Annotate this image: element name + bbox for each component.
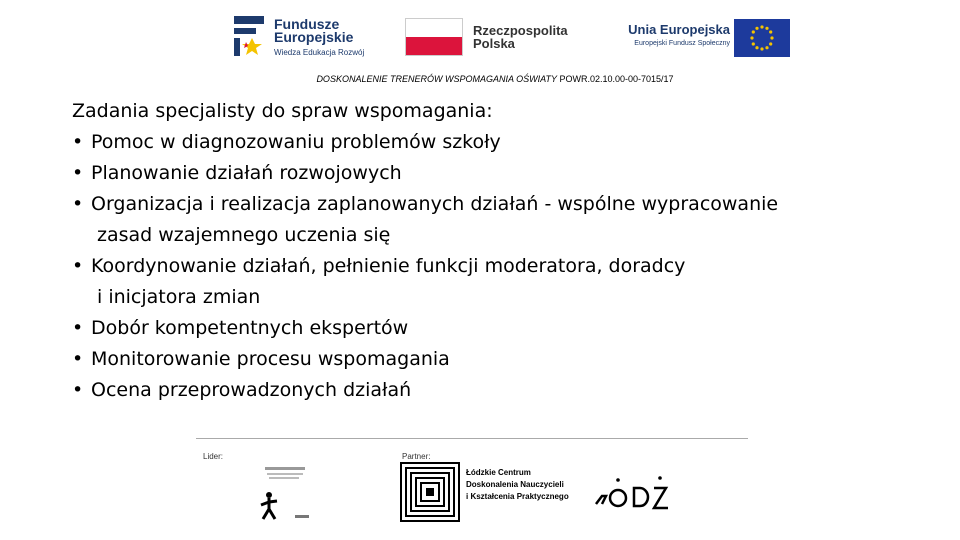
list-item-text: Planowanie działań rozwojowych xyxy=(91,162,402,184)
partner-name-line: Doskonalenia Nauczycieli xyxy=(466,480,564,489)
partner-name-line: i Kształcenia Praktycznego xyxy=(466,492,569,501)
list-item xyxy=(72,313,932,344)
list-item xyxy=(72,158,932,189)
list-item-continuation: zasad wzajemnego uczenia się xyxy=(97,224,391,246)
ue-subtitle: Europejski Fundusz Społeczny xyxy=(634,40,730,47)
project-title xyxy=(0,74,960,84)
list-item-continuation: i inicjatora zmian xyxy=(97,286,261,308)
list-item xyxy=(72,189,932,251)
polish-flag-icon xyxy=(405,18,463,56)
task-list xyxy=(72,127,932,406)
fundusze-star-icon xyxy=(230,12,268,58)
ue-title: Unia Europejska xyxy=(628,22,730,37)
list-item xyxy=(72,251,932,313)
bullet-icon: • xyxy=(72,379,84,401)
logo-bar xyxy=(230,12,800,62)
list-item-text: Koordynowanie działań, pełnienie funkcji moderatora, doradcy xyxy=(91,255,686,277)
rp-line1: Rzeczpospolita xyxy=(473,23,568,38)
ue-text xyxy=(602,22,730,47)
fundusze-subtitle: Wiedza Edukacja Rozwój xyxy=(274,48,365,57)
list-item-text: Dobór kompetentnych ekspertów xyxy=(91,317,409,339)
partner-square-logo xyxy=(400,462,460,522)
slide-heading: Zadania specjalisty do spraw wspomagania: xyxy=(72,100,493,122)
rp-line2: Polska xyxy=(473,36,515,51)
bullet-icon: • xyxy=(72,193,84,215)
bullet-icon: • xyxy=(72,317,84,339)
project-code: POWR.02.10.00-00-7015/17 xyxy=(556,74,674,84)
partner-label: Partner: xyxy=(402,452,431,461)
list-item-text: Organizacja i realizacja zaplanowanych działań - wspólne wypracowanie xyxy=(91,193,779,215)
eu-flag-icon xyxy=(734,19,790,57)
rzeczpospolita-logo xyxy=(405,18,605,58)
list-item xyxy=(72,375,932,406)
fundusze-line1: Fundusze xyxy=(274,16,340,32)
footer-divider xyxy=(196,438,748,439)
lodz-city-logo xyxy=(594,474,670,514)
bullet-icon: • xyxy=(72,255,84,277)
fundusze-europejskie-logo xyxy=(230,12,375,62)
fundusze-line2: Europejskie xyxy=(274,29,354,45)
bullet-icon: • xyxy=(72,162,84,184)
slide-content xyxy=(72,96,932,406)
partner-name-line: Łódzkie Centrum xyxy=(466,468,531,477)
bullet-icon: • xyxy=(72,131,84,153)
partner-name xyxy=(466,467,569,503)
list-item xyxy=(72,344,932,375)
list-item-text: Pomoc w diagnozowaniu problemów szkoły xyxy=(91,131,501,153)
list-item xyxy=(72,127,932,158)
lider-label: Lider: xyxy=(203,452,224,461)
project-name: DOSKONALENIE TRENERÓW WSPOMAGANIA OŚWIATY xyxy=(316,74,557,84)
list-item-text: Monitorowanie procesu wspomagania xyxy=(91,348,450,370)
bullet-icon: • xyxy=(72,348,84,370)
list-item-text: Ocena przeprowadzonych działań xyxy=(91,379,412,401)
lider-logo xyxy=(255,465,315,525)
